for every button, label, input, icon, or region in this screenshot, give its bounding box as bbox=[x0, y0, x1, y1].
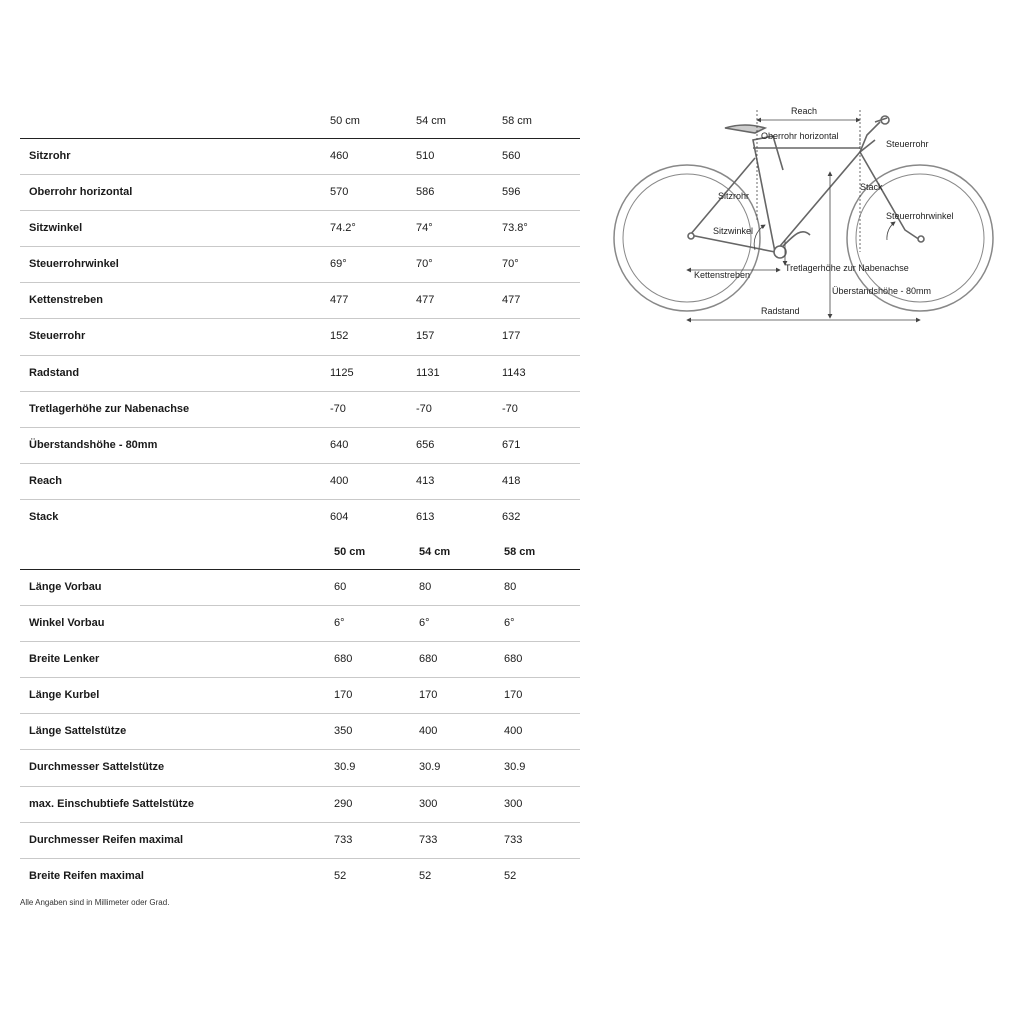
cell: 177 bbox=[502, 330, 521, 343]
table-row bbox=[20, 428, 580, 464]
row-label: Durchmesser Reifen maximal bbox=[29, 833, 184, 846]
geometry-table-header bbox=[20, 108, 580, 139]
column-header: 54 cm bbox=[416, 115, 446, 127]
cell: 477 bbox=[502, 294, 521, 307]
cell: 74° bbox=[416, 222, 433, 235]
label-tretlager: Tretlagerhöhe zur Nabenachse bbox=[785, 263, 909, 273]
cell: 6° bbox=[504, 617, 515, 630]
column-header: 58 cm bbox=[504, 546, 536, 558]
cell: 73.8° bbox=[502, 222, 528, 235]
row-label: Sitzwinkel bbox=[29, 222, 83, 235]
cell: 510 bbox=[416, 150, 435, 162]
table-row bbox=[20, 642, 580, 678]
rear-wheel bbox=[614, 165, 760, 311]
row-label: Tretlagerhöhe zur Nabenachse bbox=[29, 402, 190, 415]
label-reach: Reach bbox=[791, 106, 818, 116]
row-label: Winkel Vorbau bbox=[29, 617, 105, 630]
bike-geometry-diagram bbox=[605, 100, 1005, 330]
row-label: Kettenstreben bbox=[29, 294, 103, 307]
cell: 30.9 bbox=[504, 761, 526, 774]
cell: 170 bbox=[419, 689, 438, 702]
row-label: Länge Vorbau bbox=[29, 581, 102, 593]
label-sitzrohr: Sitzrohr bbox=[718, 191, 750, 201]
column-header: 50 cm bbox=[334, 546, 366, 558]
cell: 656 bbox=[416, 438, 435, 451]
cell: 300 bbox=[419, 797, 438, 810]
cell: 300 bbox=[504, 797, 523, 810]
table-row bbox=[20, 211, 580, 247]
cell: 1125 bbox=[330, 366, 354, 379]
cell: 6° bbox=[334, 617, 345, 630]
row-label: Radstand bbox=[29, 366, 80, 379]
cell: 80 bbox=[419, 581, 432, 593]
geometry-table bbox=[20, 108, 580, 535]
cell: 560 bbox=[502, 150, 521, 162]
cell: 52 bbox=[334, 869, 347, 882]
row-label: Breite Lenker bbox=[29, 653, 100, 666]
cell: 1143 bbox=[502, 366, 526, 379]
label-stack: Stack bbox=[860, 182, 883, 192]
cell: 680 bbox=[504, 653, 523, 666]
cell: -70 bbox=[416, 402, 432, 415]
cell: 170 bbox=[334, 689, 353, 702]
cell: 74.2° bbox=[330, 222, 356, 235]
label-radstand: Radstand bbox=[761, 306, 800, 316]
table-row bbox=[20, 319, 580, 355]
column-header: 54 cm bbox=[419, 546, 451, 558]
cell: 477 bbox=[330, 294, 349, 307]
table-row bbox=[20, 714, 580, 750]
table-row bbox=[20, 175, 580, 211]
cell: 632 bbox=[502, 510, 521, 523]
footnote: Alle Angaben sind in Millimeter oder Grad. bbox=[20, 898, 170, 907]
cell: 170 bbox=[504, 689, 523, 702]
row-label: Oberrohr horizontal bbox=[29, 186, 133, 199]
cell: 596 bbox=[502, 186, 521, 199]
row-label: Stack bbox=[29, 510, 59, 523]
components-table-header bbox=[20, 539, 580, 570]
cell: 30.9 bbox=[334, 761, 356, 774]
cell: 152 bbox=[330, 330, 349, 343]
cell: 733 bbox=[334, 833, 353, 846]
table-row bbox=[20, 787, 580, 823]
cell: 1131 bbox=[416, 366, 440, 379]
cell: 400 bbox=[504, 725, 523, 738]
cell: 157 bbox=[416, 330, 435, 343]
cell: -70 bbox=[330, 402, 346, 415]
row-label: Steuerrohr bbox=[29, 330, 86, 343]
label-steuerrohr: Steuerrohr bbox=[886, 139, 929, 149]
components-table bbox=[20, 539, 580, 894]
row-label: max. Einschubtiefe Sattelstütze bbox=[29, 797, 195, 810]
table-row bbox=[20, 392, 580, 428]
row-label: Breite Reifen maximal bbox=[29, 869, 144, 882]
table-row bbox=[20, 823, 580, 859]
cell: 350 bbox=[334, 725, 353, 738]
cell: 640 bbox=[330, 438, 349, 451]
cell: 413 bbox=[416, 474, 435, 487]
row-label: Steuerrohrwinkel bbox=[29, 258, 119, 271]
cell: 418 bbox=[502, 474, 521, 487]
table-row bbox=[20, 247, 580, 283]
row-label: Reach bbox=[29, 474, 63, 487]
cell: 570 bbox=[330, 186, 349, 199]
label-ueberstand: Überstandshöhe - 80mm bbox=[832, 286, 932, 296]
table-row bbox=[20, 859, 580, 894]
cell: 400 bbox=[419, 725, 438, 738]
cell: 80 bbox=[504, 581, 517, 593]
column-header: 58 cm bbox=[502, 115, 532, 127]
row-label: Länge Kurbel bbox=[29, 689, 100, 702]
table-row bbox=[20, 606, 580, 642]
table-row bbox=[20, 678, 580, 714]
cell: 6° bbox=[419, 617, 430, 630]
table-row bbox=[20, 570, 580, 606]
cell: 733 bbox=[419, 833, 438, 846]
cell: 460 bbox=[330, 150, 349, 162]
table-row bbox=[20, 356, 580, 392]
cell: 52 bbox=[504, 869, 517, 882]
cell: 70° bbox=[502, 258, 519, 271]
cell: 613 bbox=[416, 510, 435, 523]
row-label: Länge Sattelstütze bbox=[29, 725, 127, 738]
cell: 69° bbox=[330, 258, 347, 271]
cell: 400 bbox=[330, 474, 349, 487]
cell: 671 bbox=[502, 438, 521, 451]
cell: 680 bbox=[334, 653, 353, 666]
cell: 586 bbox=[416, 186, 435, 199]
row-label: Sitzrohr bbox=[29, 150, 71, 162]
table-row bbox=[20, 283, 580, 319]
column-header: 50 cm bbox=[330, 115, 360, 127]
cell: -70 bbox=[502, 402, 518, 415]
label-oberrohr: Oberrohr horizontal bbox=[761, 131, 839, 141]
table-row bbox=[20, 139, 580, 175]
cell: 70° bbox=[416, 258, 433, 271]
cell: 52 bbox=[419, 869, 432, 882]
row-label: Durchmesser Sattelstütze bbox=[29, 761, 165, 774]
table-row bbox=[20, 750, 580, 786]
row-label: Überstandshöhe - 80mm bbox=[29, 438, 158, 451]
cell: 30.9 bbox=[419, 761, 441, 774]
label-kettenstreben: Kettenstreben bbox=[694, 270, 751, 280]
table-row bbox=[20, 464, 580, 500]
cell: 477 bbox=[416, 294, 435, 307]
label-sitzwinkel: Sitzwinkel bbox=[713, 226, 754, 236]
table-row bbox=[20, 500, 580, 535]
cell: 290 bbox=[334, 797, 353, 810]
cell: 680 bbox=[419, 653, 438, 666]
cell: 733 bbox=[504, 833, 523, 846]
label-steuerrohrwinkel: Steuerrohrwinkel bbox=[886, 211, 954, 221]
cell: 60 bbox=[334, 581, 347, 593]
cell: 604 bbox=[330, 510, 349, 523]
